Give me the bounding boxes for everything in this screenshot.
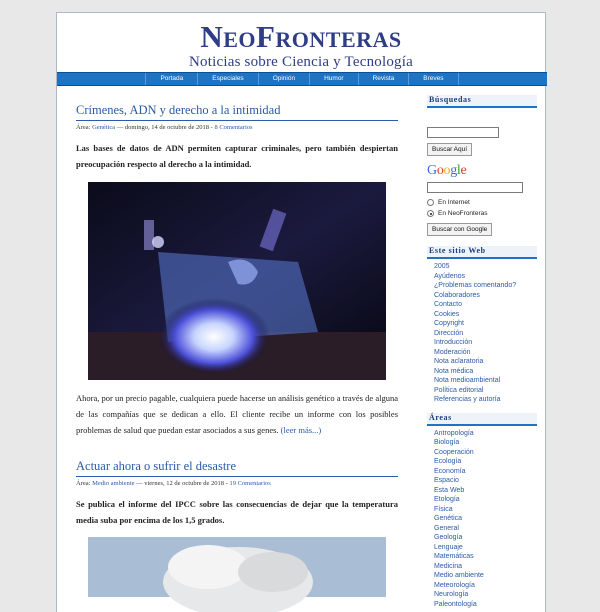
option-internet-label: En Internet	[438, 199, 470, 206]
area-link[interactable]: Paleontología	[434, 600, 477, 608]
area-link[interactable]: Medicina	[434, 562, 463, 570]
masthead	[57, 13, 545, 73]
area-label: Área:	[76, 479, 91, 487]
post-date: — domingo, 14 de octubre de 2018 -	[115, 124, 215, 131]
area-link[interactable]: Genética	[92, 124, 116, 131]
site-link[interactable]: Introducción	[434, 339, 473, 346]
site-link[interactable]: 2005	[434, 263, 450, 270]
area-link[interactable]: Cooperación	[434, 448, 474, 456]
uv-forensic-photo[interactable]	[88, 182, 386, 380]
google-search-button[interactable]: Buscar con Google	[427, 223, 492, 236]
area-link[interactable]: Matemáticas	[434, 553, 474, 560]
site-link[interactable]: Nota aclaratoria	[434, 358, 484, 365]
google-search-input[interactable]	[427, 182, 523, 193]
area-link[interactable]: Física	[434, 505, 453, 513]
area-link[interactable]: Espacio	[434, 477, 459, 484]
area-link[interactable]: Economía	[434, 467, 466, 475]
main-nav	[57, 72, 547, 86]
radio-internet[interactable]	[427, 199, 434, 206]
area-link[interactable]: Antropología	[434, 429, 474, 437]
nav-especiales[interactable]: Especiales	[197, 73, 257, 85]
nav-humor[interactable]: Humor	[309, 73, 358, 85]
area-link[interactable]: Medio ambiente	[92, 479, 135, 487]
post-2	[76, 459, 398, 597]
nav-breves[interactable]: Breves	[408, 73, 458, 85]
area-link[interactable]: Neurología	[434, 591, 469, 598]
post-body: Ahora, por un precio pagable, cualquiera puede hacerse un análisis genético a través de alguna de las compañías que se dedican a ello. El cliente recibe un informe con los posibles problemas de salud que puedan estar asociados a sus genes.	[76, 393, 398, 436]
read-more-link[interactable]: (leer más...)	[280, 425, 322, 436]
nav-revista[interactable]: Revista	[358, 73, 409, 85]
area-links	[434, 429, 537, 610]
comments-link[interactable]: 8 Comentarios	[214, 124, 253, 131]
area-link[interactable]: Etología	[434, 496, 460, 503]
site-tagline: Noticias sobre Ciencia y Tecnología	[189, 54, 413, 70]
area-link[interactable]: Biología	[434, 439, 460, 446]
site-link[interactable]: Copyright	[434, 320, 464, 327]
post-body-paragraph	[76, 390, 398, 439]
areas-heading: Áreas	[427, 413, 537, 426]
page	[56, 12, 546, 612]
option-internet[interactable]	[427, 198, 537, 207]
radio-site[interactable]	[427, 210, 434, 217]
site-link[interactable]: Colaboradores	[434, 291, 480, 299]
area-link[interactable]: Lenguaje	[434, 543, 463, 551]
area-link[interactable]: Geología	[434, 534, 463, 541]
post-meta	[76, 479, 398, 488]
site-title[interactable]: NeoFronteras	[200, 19, 402, 54]
main-content	[76, 103, 398, 597]
site-link[interactable]: Moderación	[434, 348, 471, 356]
site-search-input[interactable]	[427, 127, 499, 138]
site-links	[434, 262, 537, 405]
post-lead: Las bases de datos de ADN permiten capturar criminales, pero también despiertan preocupación respecto al derecho a la intimidad.	[76, 143, 398, 169]
area-link[interactable]: Ecología	[434, 458, 462, 465]
site-link[interactable]: Nota médica	[434, 367, 474, 375]
area-link[interactable]: Esta Web	[434, 486, 465, 494]
site-link[interactable]: Cookies	[434, 310, 460, 318]
google-logo: Google	[427, 163, 467, 178]
site-heading: Este sitio Web	[427, 246, 537, 259]
option-site-label: En NeoFronteras	[438, 210, 488, 217]
area-link[interactable]: Meteorología	[434, 581, 475, 589]
site-link[interactable]: Contacto	[434, 301, 463, 308]
smokestack-photo[interactable]	[88, 537, 386, 597]
area-link[interactable]: Genética	[434, 515, 463, 522]
site-search-button[interactable]: Buscar Aquí	[427, 143, 472, 156]
nav-portada[interactable]: Portada	[145, 73, 197, 85]
area-link[interactable]: General	[434, 524, 459, 532]
post-meta	[76, 123, 398, 132]
post-title[interactable]: Actuar ahora o sufrir el desastre	[76, 459, 398, 477]
comments-link[interactable]: 19 Comentarios	[229, 479, 271, 487]
post-date: — viernes, 12 de octubre de 2018 -	[134, 479, 230, 487]
area-link[interactable]: Medio ambiente	[434, 572, 484, 579]
site-link[interactable]: Política editorial	[434, 386, 484, 394]
site-link[interactable]: Dirección	[434, 329, 464, 337]
nav-opinion[interactable]: Opinión	[258, 73, 309, 85]
site-link[interactable]: Ayúdenos	[434, 272, 466, 280]
post-1	[76, 103, 398, 439]
post-title[interactable]: Crímenes, ADN y derecho a la intimidad	[76, 103, 398, 121]
site-link[interactable]: Referencias y autoría	[434, 396, 501, 403]
site-link[interactable]: Nota medioambiental	[434, 377, 501, 384]
area-label: Área:	[76, 124, 91, 131]
site-link[interactable]: ¿Problemas comentando?	[434, 282, 517, 289]
option-site[interactable]	[427, 209, 537, 218]
post-lead: Se publica el informe del IPCC sobre las consecuencias de dejar que la temperatura media suba por encima de los 1,5 grados.	[76, 498, 398, 525]
sidebar	[427, 95, 537, 609]
search-heading: Búsquedas	[427, 95, 537, 108]
